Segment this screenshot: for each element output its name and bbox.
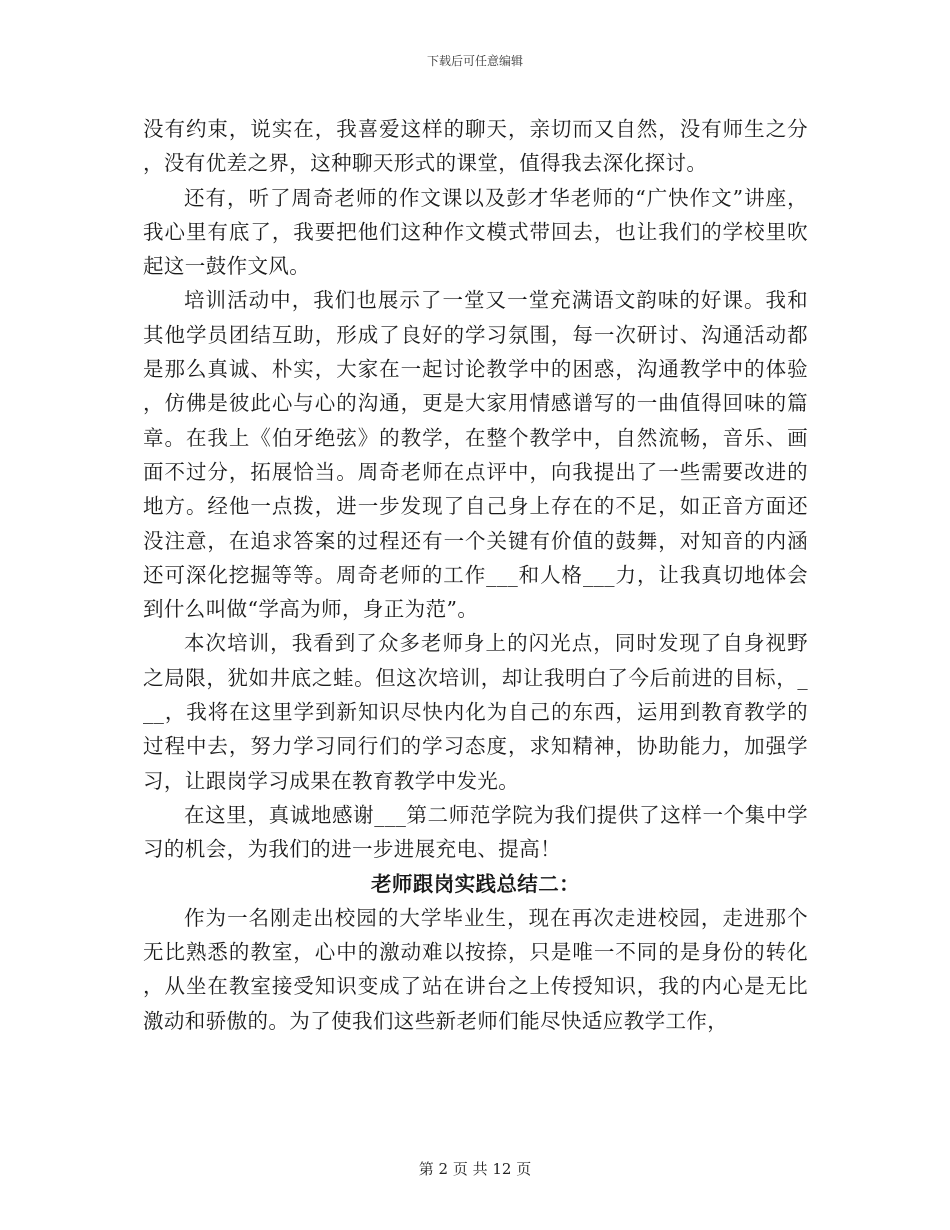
section-paragraph-1: 作为一名刚走出校园的大学毕业生，现在再次走进校园，走进那个无比熟悉的教室，心中的激动难以按捺，只是唯一不同的是身份的转化，从坐在教室接受知识变成了站在讲台之上传授知识，我的内心是无比激动和骄傲的。为了使我们这些新老师们能尽快适应教学工作， <box>143 905 808 1033</box>
paragraph-4: 本次培训，我看到了众多老师身上的闪光点，同时发现了自身视野之局限，犹如井底之蛙。但这次培训，却让我明白了今后前进的目标，___，我将在这里学到新知识尽快内化为自己的东西，运用到教育教学的过程中去，努力学习同行们的学习态度，求知精神，协助能力，加强学习，让跟岗学习成果在教育教学中发光。 <box>143 631 808 793</box>
paragraph-2: 还有，听了周奇老师的作文课以及彭才华老师的“广快作文”讲座，我心里有底了，我要把他们这种作文模式带回去，也让我们的学校里吹起这一鼓作文风。 <box>143 185 808 279</box>
page-number: 第 2 页 共 12 页 <box>418 1160 532 1178</box>
paragraph-3: 培训活动中，我们也展示了一堂又一堂充满语文韵味的好课。我和其他学员团结互助，形成了良好的学习氛围，每一次研讨、沟通活动都是那么真诚、朴实，大家在一起讨论教学中的困惑，沟通教学中的体验，仿佛是彼此心与心的沟通，更是大家用情感谱写的一曲值得回味的篇章。在我上《伯牙绝弦》的教学，在整个教学中，自然流畅，音乐、画面不过分，拓展恰当。周奇老师在点评中，向我提出了一些需要改进的地方。经他一点拨，进一步发现了自己身上存在的不足，如正音方面还没注意，在追求答案的过程还有一个关键有价值的鼓舞，对知音的内涵还可深化挖掘等等。周奇老师的工作___和人格___力，让我真切地体会到什么叫做“学高为师，身正为范”。 <box>143 288 808 622</box>
section-heading: 老师跟岗实践总结二： <box>371 871 580 896</box>
paragraph-5: 在这里，真诚地感谢___第二师范学院为我们提供了这样一个集中学习的机会，为我们的进一步进展充电、提高！ <box>143 802 808 862</box>
header-note: 下载后可任意编辑 <box>426 54 523 68</box>
paragraph-1: 没有约束，说实在，我喜爱这样的聊天，亲切而又自然，没有师生之分，没有优差之界，这种聊天形式的课堂，值得我去深化探讨。 <box>143 117 808 176</box>
document-body <box>143 112 808 1038</box>
